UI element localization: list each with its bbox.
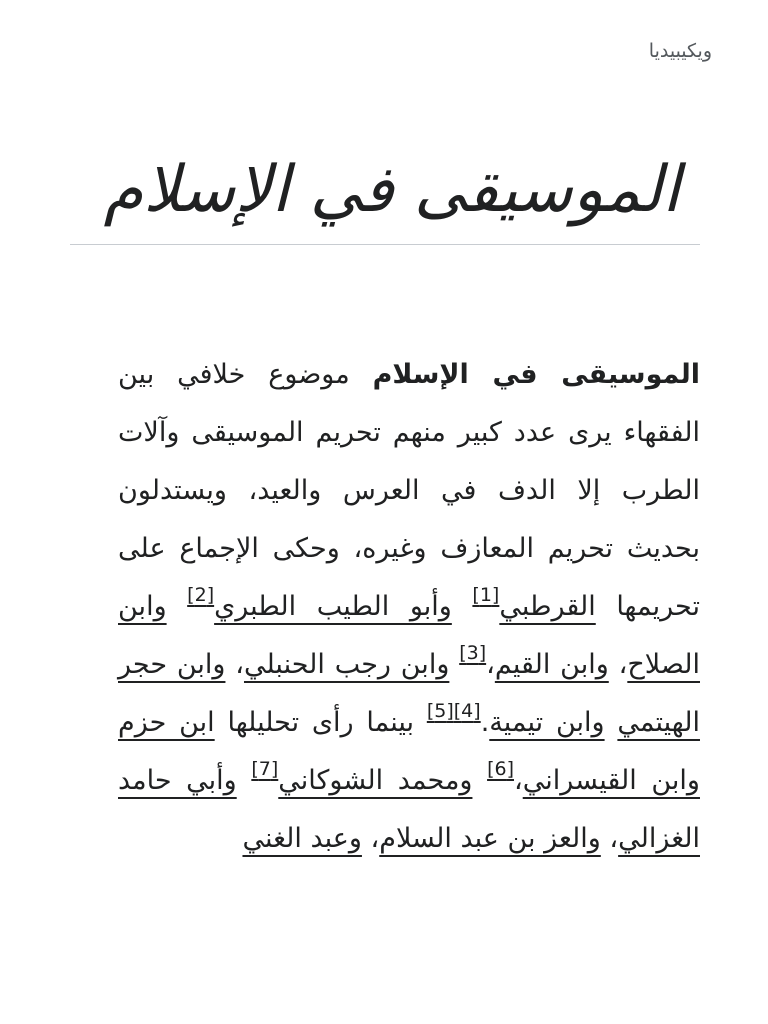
link-ibn-rajab[interactable]: وابن رجب الحنبلي [243, 649, 450, 680]
separator: . [480, 707, 490, 738]
separator: ، [225, 649, 244, 680]
separator [452, 591, 473, 622]
separator [167, 591, 188, 622]
lead-bold-term: الموسيقى في الإسلام [372, 359, 700, 390]
reference-2 [187, 584, 214, 606]
link-ibn-hajar[interactable]: وابن حجر الهيتمي [118, 649, 700, 738]
reference-link-7[interactable]: [7] [251, 758, 279, 780]
reference-3 [459, 642, 486, 664]
reference-link-1[interactable]: [1] [472, 584, 500, 606]
reference-7 [251, 758, 278, 780]
reference-1 [472, 584, 499, 606]
separator: ، [608, 649, 628, 680]
reference-link-3[interactable]: [3] [459, 642, 487, 664]
link-ghazali[interactable]: وأبي حامد الغزالي [118, 765, 700, 854]
reference-6 [487, 758, 514, 780]
reference-link-4[interactable]: [4] [453, 700, 481, 722]
separator: ، [361, 823, 380, 854]
link-abd-ghani[interactable]: وعبد الغني [242, 823, 362, 854]
separator: ، [486, 649, 495, 680]
reference-link-6[interactable]: [6] [487, 758, 514, 780]
link-izz-ibn-abd-salam[interactable]: والعز بن عبد السلام [379, 823, 601, 854]
reference-5 [427, 700, 454, 722]
link-ibn-salah[interactable]: وابن الصلاح [118, 591, 700, 680]
site-name[interactable]: ويكيبيديا [648, 40, 712, 62]
page-title: الموسيقى في الإسلام [103, 153, 680, 227]
reference-4 [454, 700, 481, 722]
separator [605, 707, 618, 738]
link-shawkani[interactable]: ومحمد الشوكاني [278, 765, 473, 796]
link-ibn-hazm[interactable]: ابن حزم [118, 707, 215, 738]
separator [472, 765, 487, 796]
paragraph-text: موضوع خلافي بين الفقهاء يرى عدد كبير منهم تحريم الموسيقى وآلات الطرب إلا الدف في العرس والعيد، ويستدلون بحديث تحريم المعازف وغيره، وحكى الإجماع على تحريمها [118, 359, 700, 622]
link-ibn-taymiyya[interactable]: وابن تيمية [489, 707, 605, 738]
separator: ، [514, 765, 523, 796]
link-ibn-qaysarani[interactable]: وابن القيسراني [522, 765, 700, 796]
separator [449, 649, 459, 680]
reference-link-2[interactable]: [2] [187, 584, 215, 606]
link-ibn-qayyim[interactable]: وابن القيم [494, 649, 609, 680]
link-qurtubi[interactable]: القرطبي [499, 591, 596, 622]
reference-link-5[interactable]: [5] [426, 700, 454, 722]
paragraph-text: بينما رأى تحليلها [214, 707, 427, 738]
separator [237, 765, 252, 796]
article-paragraph [118, 346, 700, 868]
separator: ، [600, 823, 619, 854]
link-abu-tayyib-tabari[interactable]: وأبو الطيب الطبري [214, 591, 452, 622]
title-divider [70, 244, 700, 245]
